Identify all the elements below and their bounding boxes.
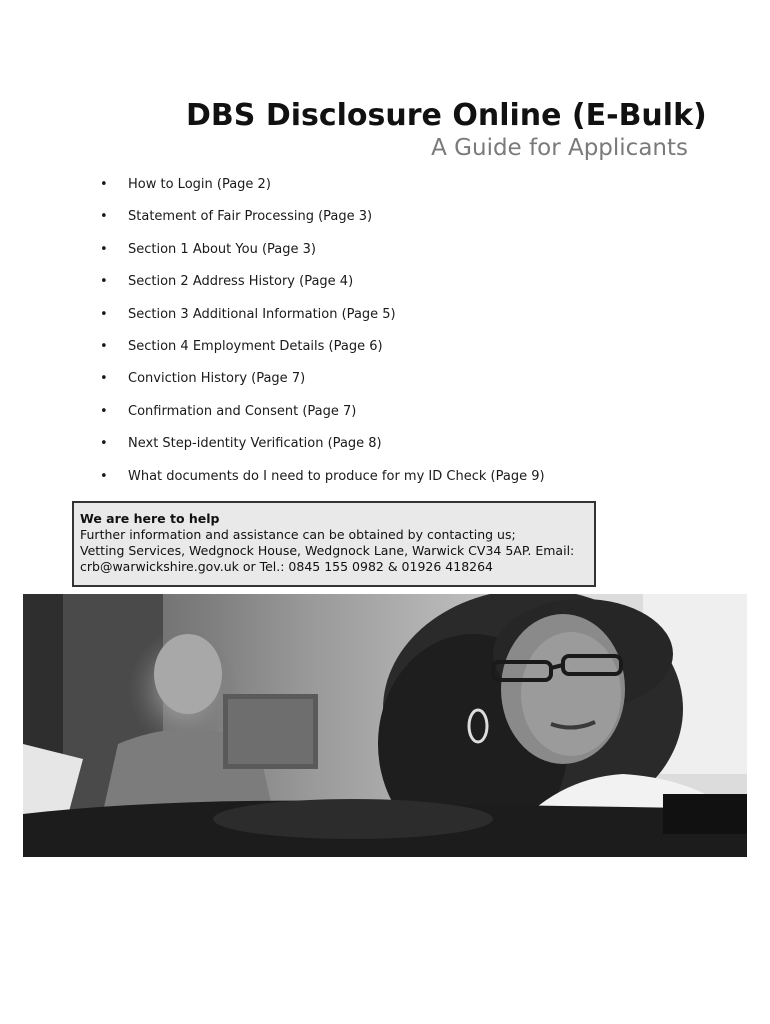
contents-item-text: Statement of Fair Processing (Page 3): [128, 209, 373, 225]
help-box: [72, 501, 596, 587]
bullet-icon: •: [100, 241, 108, 257]
bullet-icon: •: [100, 338, 108, 354]
contents-item-text: Section 1 About You (Page 3): [128, 241, 316, 257]
document-subtitle: A Guide for Applicants: [431, 135, 688, 161]
bullet-icon: •: [100, 274, 108, 290]
bullet-icon: •: [100, 436, 108, 452]
contents-item-text: Conviction History (Page 7): [128, 371, 306, 387]
cover-photo: [23, 594, 747, 857]
help-title: We are here to help: [80, 511, 220, 526]
contents-item-text: What documents do I need to produce for my ID Check (Page 9): [128, 468, 545, 484]
help-line: crb@warwickshire.gov.uk or Tel.: 0845 155 0982 & 01926 418264: [80, 559, 494, 574]
contents-item-text: Next Step-identity Verification (Page 8): [128, 436, 382, 452]
contents-item-text: How to Login (Page 2): [128, 177, 271, 192]
cover-photo-art: [23, 594, 747, 857]
contents-item-text: Section 2 Address History (Page 4): [128, 274, 354, 290]
bullet-icon: •: [100, 403, 108, 419]
bullet-icon: •: [100, 371, 108, 387]
contents-item-text: Confirmation and Consent (Page 7): [128, 403, 357, 419]
help-line: Vetting Services, Wedgnock House, Wedgnock Lane, Warwick CV34 5AP. Email:: [80, 543, 575, 558]
contents-item-text: Section 4 Employment Details (Page 6): [128, 338, 383, 354]
bullet-icon: •: [100, 177, 108, 192]
contents-item-text: Section 3 Additional Information (Page 5): [128, 306, 396, 322]
bullet-icon: •: [100, 209, 108, 225]
document-title: DBS Disclosure Online (E-Bulk): [186, 98, 707, 133]
bullet-icon: •: [100, 468, 108, 484]
help-line: Further information and assistance can be obtained by contacting us;: [80, 527, 516, 542]
bullet-icon: •: [100, 306, 108, 322]
